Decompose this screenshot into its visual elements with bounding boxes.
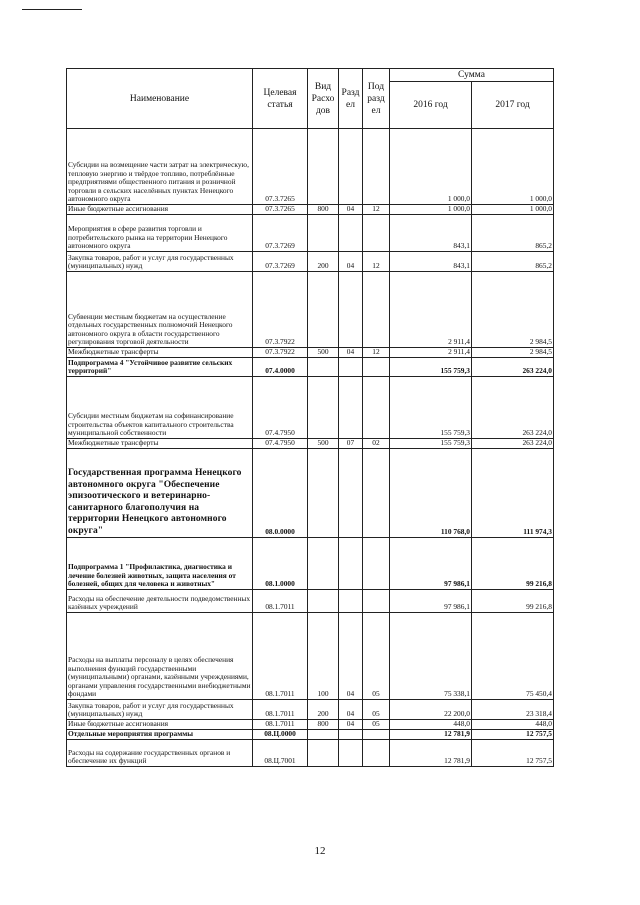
- row-expense-type: [308, 215, 339, 252]
- row-amount-2016: 843,1: [390, 252, 472, 272]
- row-name: Подпрограмма 4 "Устойчивое развитие сельских территорий": [67, 358, 253, 377]
- header-year-2017: 2017 год: [472, 82, 554, 129]
- row-expense-type: 800: [308, 720, 339, 730]
- row-amount-2017: 99 216,8: [472, 590, 554, 613]
- table-row: [67, 205, 554, 215]
- row-target-code: 08.1.7011: [253, 720, 308, 730]
- row-section: 04: [339, 252, 363, 272]
- row-expense-type: [308, 129, 339, 205]
- row-name: Государственная программа Ненецкого автономного округа "Обеспечение эпизоотического и ветеринарно-санитарного благополучия на территории Ненецкого автономного округа": [67, 449, 253, 538]
- header-year-2016: 2016 год: [390, 82, 472, 129]
- row-amount-2016: 1 000,0: [390, 205, 472, 215]
- row-subsection: [363, 377, 390, 439]
- row-amount-2016: 155 759,3: [390, 377, 472, 439]
- row-section: [339, 358, 363, 377]
- row-section: 07: [339, 439, 363, 449]
- row-target-code: 08.1.7011: [253, 613, 308, 700]
- row-expense-type: 100: [308, 613, 339, 700]
- table-row: [67, 348, 554, 358]
- row-section: [339, 272, 363, 348]
- row-target-code: 08.0.0000: [253, 449, 308, 538]
- table-row: [67, 439, 554, 449]
- row-section: 04: [339, 613, 363, 700]
- row-section: 04: [339, 700, 363, 720]
- row-subsection: [363, 740, 390, 767]
- page-number: 12: [314, 845, 326, 857]
- table-body: [67, 129, 554, 767]
- row-expense-type: [308, 590, 339, 613]
- row-name: Расходы на содержание государственных органов и обеспечение их функций: [67, 740, 253, 767]
- row-amount-2016: 843,1: [390, 215, 472, 252]
- row-section: 04: [339, 720, 363, 730]
- row-section: [339, 740, 363, 767]
- row-amount-2016: 75 338,1: [390, 613, 472, 700]
- row-target-code: 07.3.7269: [253, 252, 308, 272]
- row-amount-2017: 1 000,0: [472, 205, 554, 215]
- row-target-code: 08.1.7011: [253, 700, 308, 720]
- row-name: Субсидии на возмещение части затрат на электрическую, тепловую энергию и твёрдое топливо, потреблённые предприятиями общественного питания и розничной торговли в сельских населённых пунктах Ненецкого автономного округа: [67, 129, 253, 205]
- table-row: [67, 272, 554, 348]
- table-row: [67, 215, 554, 252]
- row-name: Подпрограмма 1 "Профилактика, диагностика и лечение болезней животных, защита населения от болезней, общих для человека и животных": [67, 538, 253, 590]
- row-amount-2016: 2 911,4: [390, 272, 472, 348]
- row-name: Отдельные мероприятия программы: [67, 730, 253, 740]
- row-target-code: 07.3.7265: [253, 129, 308, 205]
- row-amount-2017: 1 000,0: [472, 129, 554, 205]
- row-expense-type: 200: [308, 252, 339, 272]
- table-row: [67, 129, 554, 205]
- row-amount-2017: 75 450,4: [472, 613, 554, 700]
- row-expense-type: [308, 449, 339, 538]
- row-expense-type: [308, 740, 339, 767]
- top-rule: [22, 9, 82, 10]
- table-row: [67, 449, 554, 538]
- row-subsection: [363, 590, 390, 613]
- row-amount-2017: 12 757,5: [472, 740, 554, 767]
- row-amount-2016: 448,0: [390, 720, 472, 730]
- row-target-code: 08.Ц.0000: [253, 730, 308, 740]
- row-subsection: [363, 358, 390, 377]
- row-name: Расходы на обеспечение деятельности подведомственных казённых учреждений: [67, 590, 253, 613]
- row-subsection: [363, 129, 390, 205]
- table-header: [67, 69, 554, 129]
- row-amount-2017: 865,2: [472, 215, 554, 252]
- row-name: Иные бюджетные ассигнования: [67, 720, 253, 730]
- row-target-code: 07.3.7922: [253, 272, 308, 348]
- row-expense-type: 200: [308, 700, 339, 720]
- row-subsection: 02: [363, 439, 390, 449]
- row-subsection: 12: [363, 205, 390, 215]
- row-amount-2016: 12 781,9: [390, 730, 472, 740]
- row-amount-2017: 12 757,5: [472, 730, 554, 740]
- row-section: 04: [339, 205, 363, 215]
- row-subsection: [363, 538, 390, 590]
- row-expense-type: 800: [308, 205, 339, 215]
- row-amount-2016: 155 759,3: [390, 358, 472, 377]
- header-type: Вид Расхо дов: [308, 69, 339, 129]
- row-subsection: [363, 215, 390, 252]
- header-subsection: Под разд ел: [363, 69, 390, 129]
- header-section: Разд ел: [339, 69, 363, 129]
- row-expense-type: 500: [308, 348, 339, 358]
- row-target-code: 07.4.7950: [253, 377, 308, 439]
- table-row: [67, 377, 554, 439]
- row-target-code: 07.4.7950: [253, 439, 308, 449]
- row-amount-2016: 2 911,4: [390, 348, 472, 358]
- row-section: 04: [339, 348, 363, 358]
- row-target-code: 07.4.0000: [253, 358, 308, 377]
- row-expense-type: [308, 730, 339, 740]
- row-target-code: 08.1.0000: [253, 538, 308, 590]
- row-amount-2016: 1 000,0: [390, 129, 472, 205]
- row-amount-2017: 99 216,8: [472, 538, 554, 590]
- row-amount-2017: 111 974,3: [472, 449, 554, 538]
- row-target-code: 07.3.7922: [253, 348, 308, 358]
- table-row: [67, 613, 554, 700]
- table-row: [67, 252, 554, 272]
- row-amount-2016: 155 759,3: [390, 439, 472, 449]
- row-subsection: 12: [363, 252, 390, 272]
- table-row: [67, 730, 554, 740]
- row-section: [339, 730, 363, 740]
- row-amount-2017: 448,0: [472, 720, 554, 730]
- row-amount-2017: 2 984,5: [472, 348, 554, 358]
- row-expense-type: [308, 272, 339, 348]
- table-row: [67, 720, 554, 730]
- table-row: [67, 538, 554, 590]
- row-expense-type: [308, 377, 339, 439]
- row-amount-2016: 97 986,1: [390, 538, 472, 590]
- table-row: [67, 740, 554, 767]
- row-target-code: 08.1.7011: [253, 590, 308, 613]
- row-amount-2017: 263 224,0: [472, 358, 554, 377]
- row-name: Мероприятия в сфере развития торговли и потребительского рынка на территории Ненецкого автономного округа: [67, 215, 253, 252]
- row-subsection: [363, 272, 390, 348]
- row-amount-2017: 2 984,5: [472, 272, 554, 348]
- row-name: Закупка товаров, работ и услуг для государственных (муниципальных) нужд: [67, 700, 253, 720]
- row-subsection: 12: [363, 348, 390, 358]
- row-expense-type: [308, 358, 339, 377]
- row-amount-2017: 263 224,0: [472, 377, 554, 439]
- row-section: [339, 215, 363, 252]
- row-name: Субсидии местным бюджетам на софинансирование строительства объектов капитального строительства муниципальной собственности: [67, 377, 253, 439]
- row-section: [339, 377, 363, 439]
- row-subsection: [363, 449, 390, 538]
- row-amount-2017: 23 318,4: [472, 700, 554, 720]
- row-amount-2016: 12 781,9: [390, 740, 472, 767]
- row-name: Субвенции местным бюджетам на осуществление отдельных государственных полномочий Ненецкого автономного округа в области государственного регулирования торговой деятельности: [67, 272, 253, 348]
- header-target: Целевая статья: [253, 69, 308, 129]
- row-section: [339, 538, 363, 590]
- row-subsection: 05: [363, 700, 390, 720]
- row-name: Межбюджетные трансферты: [67, 348, 253, 358]
- row-subsection: [363, 730, 390, 740]
- row-name: Иные бюджетные ассигнования: [67, 205, 253, 215]
- row-subsection: 05: [363, 720, 390, 730]
- table-row: [67, 590, 554, 613]
- row-target-code: 07.3.7265: [253, 205, 308, 215]
- row-name: Расходы на выплаты персоналу в целях обеспечения выполнения функций государственными (муниципальными) органами, казёнными учреждениями, органами управления государственными внебюджетными фондами: [67, 613, 253, 700]
- row-amount-2017: 263 224,0: [472, 439, 554, 449]
- budget-table: [66, 68, 554, 767]
- table-row: [67, 700, 554, 720]
- row-amount-2016: 110 768,0: [390, 449, 472, 538]
- header-sum: Сумма: [390, 69, 554, 82]
- row-section: [339, 129, 363, 205]
- row-amount-2016: 22 200,0: [390, 700, 472, 720]
- row-expense-type: 500: [308, 439, 339, 449]
- row-section: [339, 449, 363, 538]
- row-target-code: 08.Ц.7001: [253, 740, 308, 767]
- row-name: Закупка товаров, работ и услуг для государственных (муниципальных) нужд: [67, 252, 253, 272]
- header-name: Наименование: [67, 69, 253, 129]
- table-row: [67, 358, 554, 377]
- row-amount-2016: 97 986,1: [390, 590, 472, 613]
- row-target-code: 07.3.7269: [253, 215, 308, 252]
- row-expense-type: [308, 538, 339, 590]
- row-subsection: 05: [363, 613, 390, 700]
- row-amount-2017: 865,2: [472, 252, 554, 272]
- row-section: [339, 590, 363, 613]
- row-name: Межбюджетные трансферты: [67, 439, 253, 449]
